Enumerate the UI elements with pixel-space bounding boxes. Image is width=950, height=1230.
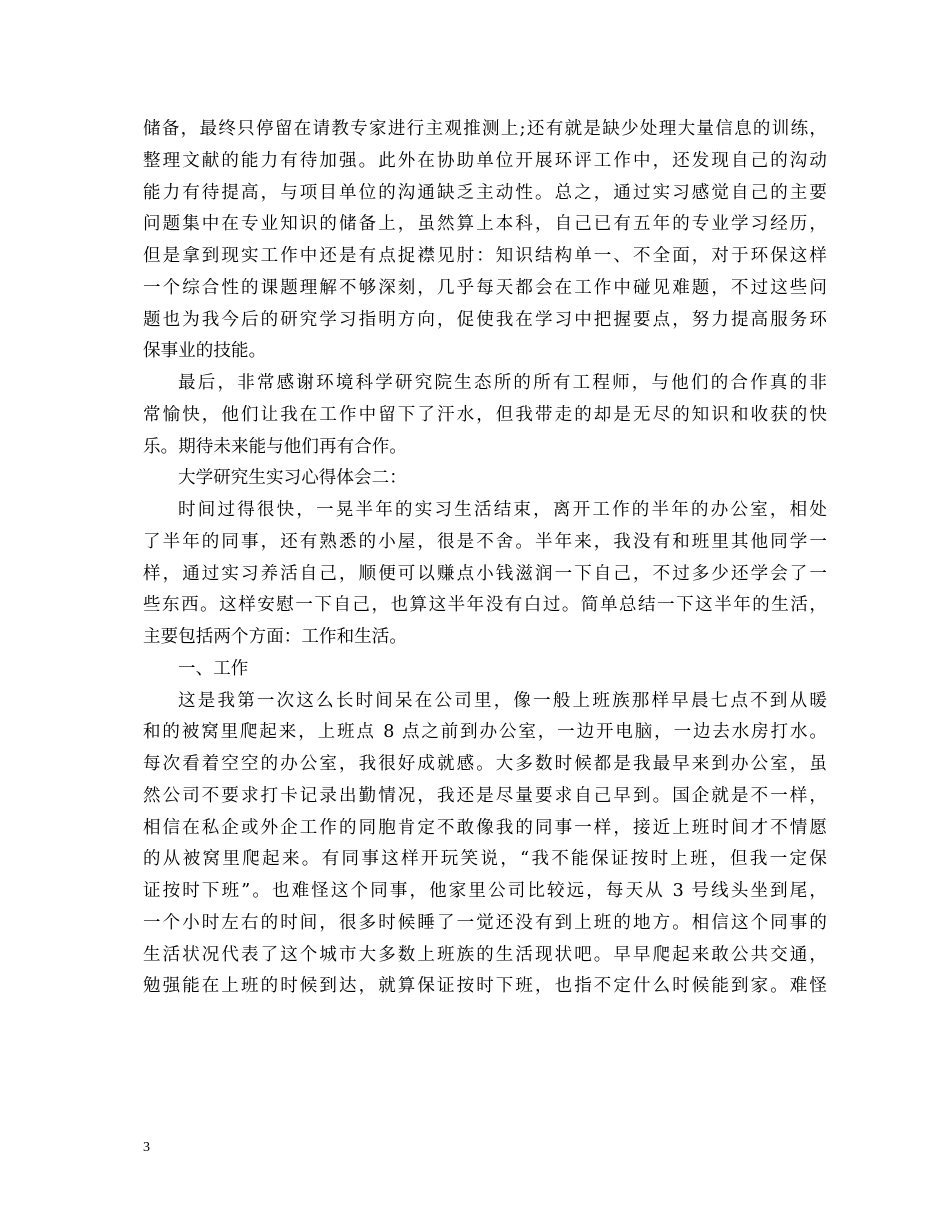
text-line: 乐。期待未来能与他们再有合作。: [143, 436, 407, 457]
text-line: 保事业的技能。: [143, 341, 267, 362]
text-line: 问题集中在专业知识的储备上，虽然算上本科，自己已有五年的专业学习经历，: [143, 214, 827, 235]
body-text: [143, 114, 827, 1003]
text-line: 能力有待提高，与项目单位的沟通缺乏主动性。总之，通过实习感觉自己的主要: [143, 182, 827, 203]
text-line: 生活状况代表了这个城市大多数上班族的生活现状吧。早早爬起来敢公共交通，: [143, 944, 827, 965]
text-line: 时间过得很快，一晃半年的实习生活结束，离开工作的半年的办公室，相处: [178, 500, 827, 520]
text-line: 这是我第一次这么长时间呆在公司里，像一般上班族那样早晨七点不到从暖: [178, 690, 827, 711]
text-line: 然公司不要求打卡记录出勤情况，我还是尽量要求自己早到。国企就是不一样，: [143, 785, 827, 806]
text-line: 了半年的同事，还有熟悉的小屋，很是不舍。半年来，我没有和班里其他同学一: [143, 531, 827, 552]
text-line: 主要包括两个方面：工作和生活。: [143, 627, 407, 647]
text-line: 但是拿到现实工作中还是有点捉襟见肘：知识结构单一、不全面，对于环保这样: [143, 246, 827, 266]
text-line: 的从被窝里爬起来。有同事这样开玩笑说，“我不能保证按时上班，但我一定保: [143, 849, 827, 870]
text-line: 些东西。这样安慰一下自己，也算这半年没有白过。简单总结一下这半年的生活，: [143, 595, 827, 616]
text-line: 整理文献的能力有待加强。此外在协助单位开展环评工作中，还发现自己的沟动: [143, 150, 827, 171]
text-line: 勉强能在上班的时候到达，就算保证按时下班，也指不定什么时候能到家。难怪: [143, 976, 827, 997]
text-line: 相信在私企或外企工作的同胞肯定不敢像我的同事一样，接近上班时间才不情愿: [143, 817, 827, 838]
text-line: 一个综合性的课题理解不够深刻，几乎每天都会在工作中碰见难题，不过这些问: [143, 277, 827, 298]
text-line: 一个小时左右的时间，很多时候睡了一觉还没有到上班的地方。相信这个同事的: [143, 912, 827, 933]
text-line: 储备，最终只停留在请教专家进行主观推测上;还有就是缺少处理大量信息的训练，: [143, 119, 827, 139]
text-line: 大学研究生实习心得体会二：: [178, 468, 407, 489]
text-line: 和的被窝里爬起来，上班点 8 点之前到办公室，一边开电脑，一边去水房打水。: [143, 722, 827, 743]
text-line: 常愉快，他们让我在工作中留下了汗水，但我带走的却是无尽的知识和收获的快: [143, 404, 827, 425]
text-line: 样，通过实习养活自己，顺便可以赚点小钱滋润一下自己，不过多少还学会了一: [143, 563, 827, 584]
page-number: 3: [143, 1140, 150, 1155]
text-line: 一、工作: [178, 658, 249, 679]
text-line: 每次看着空空的办公室，我很好成就感。大多数时候都是我最早来到办公室，虽: [143, 754, 827, 774]
text-line: 最后，非常感谢环境科学研究院生态所的所有工程师，与他们的合作真的非: [178, 373, 827, 393]
text-line: 题也为我今后的研究学习指明方向，促使我在学习中把握要点，努力提高服务环: [143, 309, 827, 330]
text-line: 证按时下班”。也难怪这个同事，他家里公司比较远，每天从 3 号线头坐到尾，: [143, 881, 827, 901]
